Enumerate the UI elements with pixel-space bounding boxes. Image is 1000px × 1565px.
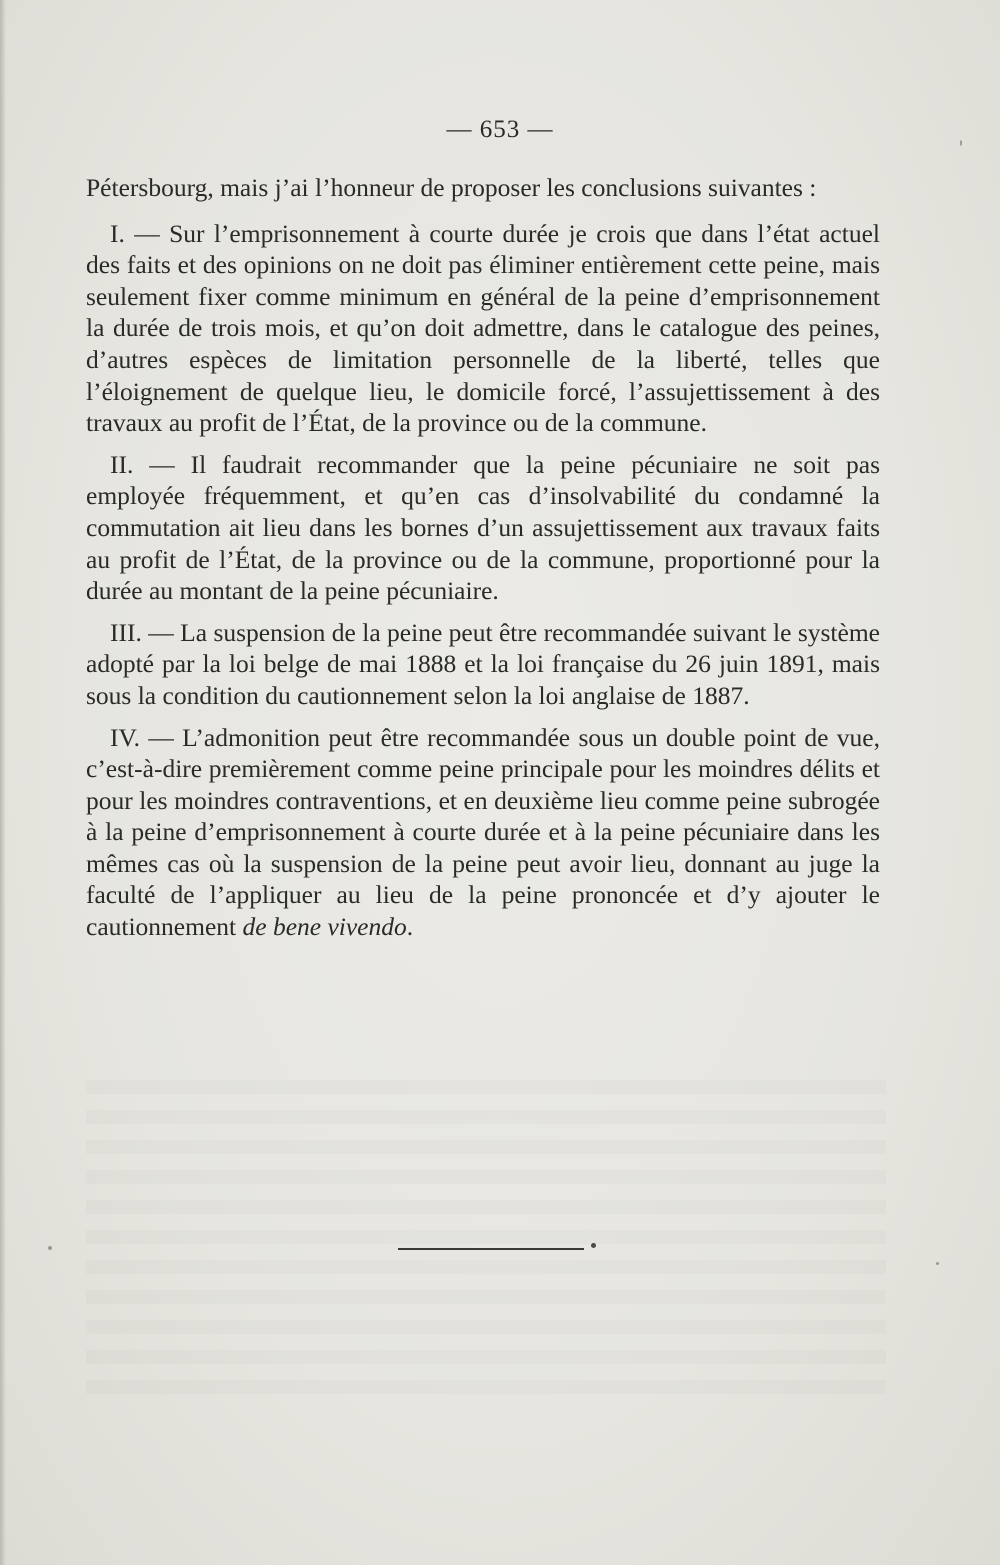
- end-rule: [398, 1248, 584, 1250]
- page-edge-shadow: [0, 0, 6, 1565]
- paper-speck: [936, 1262, 939, 1265]
- page-number: — 653 —: [446, 116, 554, 143]
- conclusion-3: III. — La suspension de la peine peut être recommandée suivant le système adopté par la loi belge de mai 1888 et la loi française du 26 juin 1891, mais sous la condition du cautionnement selon la loi anglaise de 1887.: [86, 617, 880, 710]
- conclusion-1: I. — Sur l’emprisonnement à courte durée je crois que dans l’état actuel des faits et des opinions on ne doit pas éliminer entièrement cette peine, mais seulement fixer comme minimum en général de la peine d’emprisonnement la durée de trois mois, et qu’on doit admettre, dans le catalogue des peines, d’autres espèces de limitation personnelle de la liberté, telles que l’éloignement de quelque lieu, le domicile forcé, l’assujettissement à des travaux au profit de l’État, de la province ou de la commune.: [86, 218, 880, 438]
- conclusion-4-end: .: [406, 912, 414, 942]
- end-rule-dot: [591, 1243, 596, 1248]
- intro-paragraph: Pétersbourg, mais j’ai l’honneur de proposer les conclusions suivantes :: [86, 173, 817, 202]
- body-text: [86, 172, 880, 953]
- show-through-text: [86, 1080, 886, 1410]
- conclusion-4: [86, 722, 880, 943]
- latin-phrase: de bene vivendo: [242, 912, 407, 942]
- conclusion-2: II. — Il faudrait recommander que la peine pécuniaire ne soit pas employée fréquemment, et qu’en cas d’insolvabilité du condamné la commutation ait lieu dans les bornes d’un assujettissement aux travaux faits au profit de l’État, de la province ou de la commune, proportionné pour la durée au montant de la peine pécuniaire.: [86, 449, 880, 606]
- paper-speck: [48, 1246, 52, 1250]
- conclusion-4-text: IV. — L’admonition peut être recommandée sous un double point de vue, c’est-à-dire premièrement comme peine principale pour les moindres délits et pour les moindres contraventions, et en deuxième lieu comme peine subrogée à la peine d’emprisonnement à courte durée et à la peine pécuniaire dans les mêmes cas où la suspension de la peine peut avoir lieu, donnant au juge la faculté de l’appliquer au lieu de la peine prononcée et d’y ajouter le cautionnement: [86, 722, 880, 942]
- paper-speck: [960, 140, 962, 146]
